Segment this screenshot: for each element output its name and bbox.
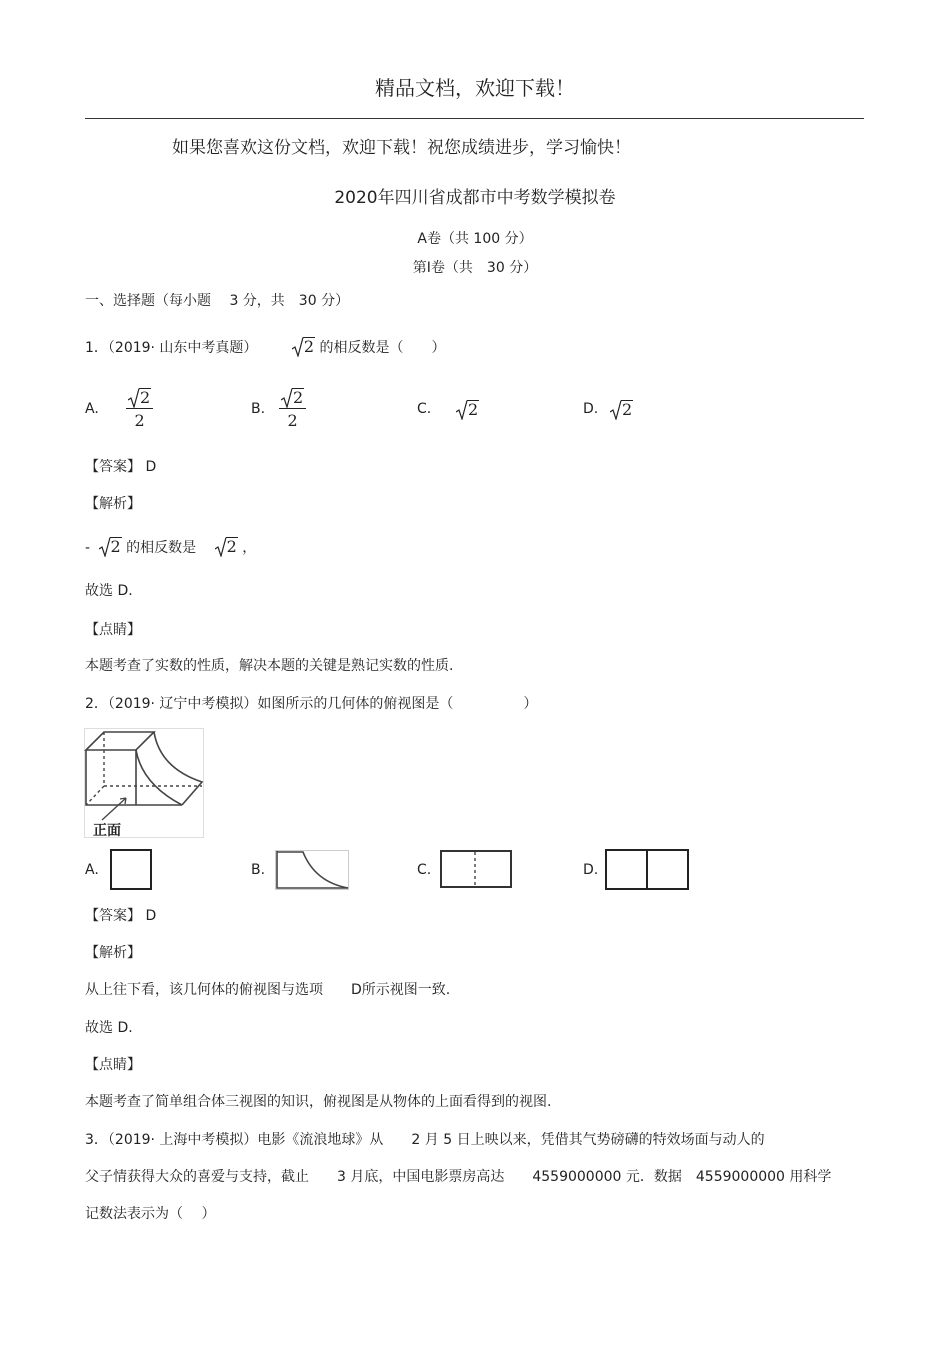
q2-option-a-label: A. — [85, 862, 99, 878]
q2-option-b-label: B. — [251, 862, 266, 878]
question-1-stem — [85, 337, 446, 357]
q2-option-d-label: D. — [583, 862, 599, 878]
q2-option-b-curved-view — [275, 850, 349, 890]
q2-option-c-dashed-view — [440, 850, 512, 888]
header-rule — [85, 118, 864, 119]
page-header: 精品文档，欢迎下载！ — [375, 76, 575, 100]
q1-answer: 【答案】 D — [85, 459, 157, 475]
q1-comment-heading: 【点睛】 — [85, 622, 141, 638]
q2-analysis: 从上往下看，该几何体的俯视图与选项 D所示视图一致. — [85, 982, 451, 998]
question-3-line-2: 父子情获得大众的喜爱与支持，截止 3 月底，中国电影票房高达 4559000000 元．数据 4559000000 用科学 — [85, 1169, 832, 1185]
q1-option-b-label: B. — [251, 401, 266, 417]
q1-option-a-value: $\frac{2}{2}$ — [126, 388, 153, 430]
q1-option-c-value: 2 — [456, 400, 479, 419]
question-1-prefix: 1．（2019· 山东中考真题） — [85, 340, 258, 356]
question-2-stem: 2．（2019· 辽宁中考模拟）如图所示的几何体的俯视图是（ ） — [85, 696, 538, 712]
q1-analysis-heading: 【解析】 — [85, 496, 141, 512]
q2-analysis-heading: 【解析】 — [85, 945, 141, 961]
q2-option-a-square-view — [110, 849, 152, 890]
q1-option-d-value: 2 — [610, 400, 633, 419]
q1-option-a-label: A. — [85, 401, 99, 417]
document-title: 2020年四川省成都市中考数学模拟卷 — [334, 188, 616, 208]
q1-option-c-label: C. — [417, 401, 432, 417]
question-3-line-1: 3．（2019· 上海中考模拟）电影《流浪地球》从 2 月 5 日上映以来，凭借其气势磅礴的特效场面与动人的 — [85, 1132, 765, 1148]
q2-option-d-divided-view — [605, 849, 689, 890]
subtitle-a: A卷（共 100 分） — [417, 231, 533, 247]
q2-choice-line: 故选 D. — [85, 1020, 133, 1036]
intro-text: 如果您喜欢这份文档，欢迎下载！祝您成绩进步，学习愉快！ — [172, 138, 631, 158]
q2-option-c-label: C. — [417, 862, 432, 878]
question-1-suffix: 的相反数是（ ） — [319, 340, 446, 356]
q1-choice-line: 故选 D. — [85, 583, 133, 599]
section-heading: 一、选择题（每小题 3 分，共 30 分） — [85, 293, 350, 309]
radical-sign-icon — [292, 337, 304, 357]
q2-answer: 【答案】 D — [85, 908, 157, 924]
q2-comment-heading: 【点睛】 — [85, 1057, 141, 1073]
front-view-label: 正面 — [93, 823, 121, 839]
q1-option-b-value: $\frac{2}{2}$ — [279, 388, 306, 430]
q1-option-d-label: D. — [583, 401, 599, 417]
q1-comment: 本题考查了实数的性质，解决本题的关键是熟记实数的性质. — [85, 658, 454, 674]
question-3-line-3: 记数法表示为（ ） — [85, 1206, 216, 1222]
q2-comment: 本题考查了简单组合体三视图的知识，俯视图是从物体的上面看得到的视图. — [85, 1094, 552, 1110]
subtitle-b: 第Ⅰ卷（共 30 分） — [412, 260, 538, 276]
sqrt-expression: 2 — [292, 337, 315, 356]
q1-analysis-line: - 2 的相反数是 2 ， — [85, 537, 257, 556]
